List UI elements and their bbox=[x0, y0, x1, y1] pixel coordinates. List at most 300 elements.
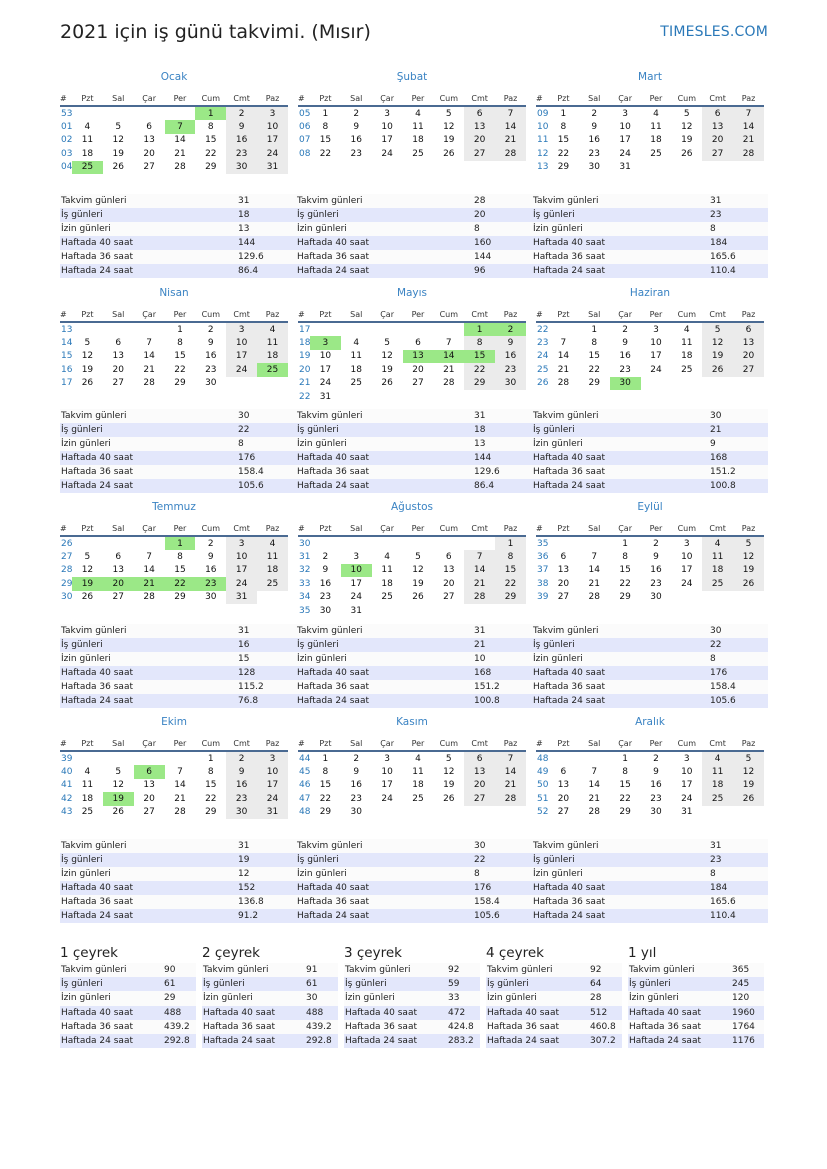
day-cell[interactable]: 31 bbox=[226, 591, 257, 604]
day-cell[interactable]: 16 bbox=[650, 565, 662, 576]
day-cell[interactable]: 9 bbox=[322, 565, 329, 576]
day-cell[interactable]: 17 bbox=[650, 351, 662, 362]
day-cell[interactable]: 7 bbox=[733, 106, 764, 120]
day-cell[interactable]: 31 bbox=[619, 162, 631, 173]
day-cell[interactable]: 14 bbox=[495, 765, 526, 778]
day-cell[interactable]: 24 bbox=[650, 364, 662, 375]
day-cell[interactable]: 13 bbox=[557, 780, 570, 791]
day-cell[interactable]: 23 bbox=[226, 792, 257, 805]
day-cell[interactable]: 2 bbox=[353, 753, 360, 764]
day-cell[interactable]: 13 bbox=[733, 336, 764, 349]
day-cell[interactable]: 10 bbox=[226, 336, 257, 349]
day-cell[interactable]: 30 bbox=[226, 806, 257, 819]
day-cell[interactable]: 30 bbox=[588, 162, 600, 173]
day-cell[interactable]: 8 bbox=[622, 767, 628, 778]
day-cell[interactable]: 5 bbox=[733, 536, 764, 550]
day-cell[interactable]: 16 bbox=[588, 135, 600, 146]
day-cell[interactable]: 28 bbox=[495, 147, 526, 160]
day-cell[interactable]: 28 bbox=[174, 162, 186, 173]
day-cell[interactable]: 29 bbox=[205, 162, 217, 173]
day-cell[interactable]: 5 bbox=[445, 108, 452, 119]
day-cell[interactable]: 27 bbox=[557, 807, 570, 818]
day-cell[interactable]: 21 bbox=[588, 578, 600, 589]
day-cell[interactable]: 23 bbox=[205, 364, 217, 375]
day-cell[interactable]: 23 bbox=[650, 793, 662, 804]
day-cell[interactable]: 23 bbox=[619, 364, 631, 375]
day-cell[interactable]: 6 bbox=[464, 751, 495, 765]
day-cell[interactable]: 30 bbox=[650, 807, 662, 818]
day-cell[interactable]: 12 bbox=[81, 351, 94, 362]
day-cell[interactable]: 23 bbox=[350, 148, 362, 159]
day-cell[interactable]: 7 bbox=[146, 552, 152, 563]
day-cell[interactable]: 26 bbox=[81, 378, 94, 389]
day-cell[interactable]: 11 bbox=[81, 135, 94, 146]
day-cell[interactable]: 27 bbox=[412, 378, 424, 389]
day-cell[interactable]: 16 bbox=[350, 780, 362, 791]
day-cell[interactable]: 19 bbox=[733, 779, 764, 792]
day-cell[interactable]: 26 bbox=[733, 792, 764, 805]
day-cell[interactable]: 31 bbox=[681, 807, 693, 818]
day-cell[interactable]: 24 bbox=[257, 792, 288, 805]
day-cell[interactable]: 30 bbox=[319, 605, 332, 616]
day-cell[interactable]: 5 bbox=[115, 767, 122, 778]
day-cell[interactable]: 12 bbox=[443, 767, 455, 778]
day-cell[interactable]: 21 bbox=[733, 134, 764, 147]
day-cell[interactable]: 12 bbox=[412, 565, 424, 576]
day-cell[interactable]: 28 bbox=[143, 592, 155, 603]
day-cell[interactable]: 20 bbox=[557, 578, 570, 589]
day-cell[interactable]: 31 bbox=[257, 161, 288, 174]
day-cell[interactable]: 1 bbox=[195, 106, 226, 120]
day-cell[interactable]: 6 bbox=[464, 106, 495, 120]
day-cell[interactable]: 22 bbox=[165, 577, 196, 590]
day-cell[interactable]: 19 bbox=[681, 135, 693, 146]
day-cell[interactable]: 25 bbox=[412, 793, 424, 804]
day-cell[interactable]: 25 bbox=[350, 378, 362, 389]
day-cell[interactable]: 8 bbox=[322, 767, 329, 778]
day-cell[interactable]: 18 bbox=[412, 780, 424, 791]
day-cell[interactable]: 26 bbox=[112, 162, 124, 173]
day-cell[interactable]: 17 bbox=[681, 565, 693, 576]
day-cell[interactable]: 18 bbox=[381, 578, 393, 589]
day-cell[interactable]: 19 bbox=[81, 364, 94, 375]
day-cell[interactable]: 21 bbox=[174, 793, 186, 804]
day-cell[interactable]: 22 bbox=[619, 793, 631, 804]
day-cell[interactable]: 7 bbox=[464, 550, 495, 563]
day-cell[interactable]: 16 bbox=[226, 779, 257, 792]
day-cell[interactable]: 27 bbox=[112, 378, 124, 389]
day-cell[interactable]: 3 bbox=[226, 536, 257, 550]
day-cell[interactable]: 6 bbox=[560, 552, 567, 563]
day-cell[interactable]: 18 bbox=[81, 148, 94, 159]
day-cell[interactable]: 14 bbox=[433, 350, 464, 363]
day-cell[interactable]: 24 bbox=[319, 378, 332, 389]
day-cell[interactable]: 5 bbox=[415, 552, 421, 563]
day-cell[interactable]: 4 bbox=[702, 536, 733, 550]
day-cell[interactable]: 2 bbox=[226, 106, 257, 120]
day-cell[interactable]: 25 bbox=[650, 148, 662, 159]
day-cell[interactable]: 2 bbox=[591, 108, 598, 119]
day-cell[interactable]: 9 bbox=[207, 338, 214, 349]
day-cell[interactable]: 2 bbox=[653, 753, 659, 764]
day-cell[interactable]: 25 bbox=[681, 364, 693, 375]
day-cell[interactable]: 1 bbox=[322, 753, 329, 764]
day-cell[interactable]: 14 bbox=[588, 565, 600, 576]
day-cell[interactable]: 30 bbox=[205, 378, 217, 389]
day-cell[interactable]: 5 bbox=[384, 338, 390, 349]
day-cell[interactable]: 13 bbox=[702, 120, 733, 133]
day-cell[interactable]: 22 bbox=[205, 793, 217, 804]
day-cell[interactable]: 2 bbox=[322, 552, 329, 563]
day-cell[interactable]: 3 bbox=[226, 322, 257, 336]
day-cell[interactable]: 11 bbox=[681, 338, 693, 349]
day-cell[interactable]: 10 bbox=[381, 767, 393, 778]
day-cell[interactable]: 24 bbox=[381, 793, 393, 804]
day-cell[interactable]: 1 bbox=[591, 324, 598, 335]
day-cell[interactable]: 14 bbox=[174, 135, 186, 146]
day-cell[interactable]: 20 bbox=[143, 793, 155, 804]
day-cell[interactable]: 14 bbox=[143, 565, 155, 576]
day-cell[interactable]: 15 bbox=[619, 565, 631, 576]
day-cell[interactable]: 15 bbox=[174, 351, 186, 362]
day-cell[interactable]: 29 bbox=[619, 807, 631, 818]
day-cell[interactable]: 11 bbox=[350, 351, 362, 362]
day-cell[interactable]: 27 bbox=[702, 147, 733, 160]
day-cell[interactable]: 12 bbox=[112, 780, 124, 791]
day-cell[interactable]: 9 bbox=[353, 767, 360, 778]
day-cell[interactable]: 9 bbox=[495, 336, 526, 349]
day-cell[interactable]: 17 bbox=[681, 780, 693, 791]
day-cell[interactable]: 15 bbox=[619, 780, 631, 791]
day-cell[interactable]: 4 bbox=[384, 552, 390, 563]
day-cell[interactable]: 18 bbox=[257, 350, 288, 363]
day-cell[interactable]: 17 bbox=[257, 134, 288, 147]
day-cell[interactable]: 14 bbox=[174, 780, 186, 791]
day-cell[interactable]: 6 bbox=[115, 338, 122, 349]
day-cell[interactable]: 4 bbox=[257, 536, 288, 550]
day-cell[interactable]: 14 bbox=[143, 351, 155, 362]
day-cell[interactable]: 20 bbox=[733, 350, 764, 363]
day-cell[interactable]: 7 bbox=[445, 338, 452, 349]
day-cell[interactable]: 12 bbox=[381, 351, 393, 362]
day-cell[interactable]: 15 bbox=[557, 135, 570, 146]
day-cell[interactable]: 23 bbox=[350, 793, 362, 804]
day-cell[interactable]: 11 bbox=[257, 336, 288, 349]
day-cell[interactable]: 9 bbox=[591, 122, 598, 133]
day-cell[interactable]: 11 bbox=[81, 780, 94, 791]
day-cell[interactable]: 1 bbox=[322, 108, 329, 119]
day-cell[interactable]: 26 bbox=[412, 592, 424, 603]
day-cell[interactable]: 9 bbox=[207, 552, 214, 563]
day-cell[interactable]: 3 bbox=[257, 751, 288, 765]
day-cell[interactable]: 18 bbox=[650, 135, 662, 146]
day-cell[interactable]: 7 bbox=[146, 338, 152, 349]
day-cell[interactable]: 17 bbox=[226, 350, 257, 363]
day-cell[interactable]: 9 bbox=[226, 765, 257, 778]
day-cell[interactable]: 8 bbox=[591, 338, 598, 349]
day-cell[interactable]: 6 bbox=[445, 552, 452, 563]
day-cell[interactable]: 20 bbox=[443, 578, 455, 589]
day-cell[interactable]: 29 bbox=[174, 378, 186, 389]
day-cell[interactable]: 5 bbox=[115, 122, 122, 133]
day-cell[interactable]: 4 bbox=[702, 751, 733, 765]
day-cell[interactable]: 17 bbox=[257, 779, 288, 792]
day-cell[interactable]: 22 bbox=[619, 578, 631, 589]
day-cell[interactable]: 25 bbox=[72, 161, 103, 174]
day-cell[interactable]: 23 bbox=[495, 363, 526, 376]
day-cell[interactable]: 6 bbox=[560, 767, 567, 778]
day-cell[interactable]: 17 bbox=[619, 135, 631, 146]
day-cell[interactable]: 16 bbox=[650, 780, 662, 791]
day-cell[interactable]: 29 bbox=[588, 378, 600, 389]
day-cell[interactable]: 20 bbox=[702, 134, 733, 147]
day-cell[interactable]: 21 bbox=[588, 793, 600, 804]
day-cell[interactable]: 30 bbox=[650, 592, 662, 603]
day-cell[interactable]: 11 bbox=[650, 122, 662, 133]
day-cell[interactable]: 17 bbox=[381, 135, 393, 146]
day-cell[interactable]: 20 bbox=[464, 779, 495, 792]
day-cell[interactable]: 10 bbox=[226, 550, 257, 563]
day-cell[interactable]: 24 bbox=[681, 578, 693, 589]
day-cell[interactable]: 16 bbox=[205, 351, 217, 362]
day-cell[interactable]: 15 bbox=[319, 780, 332, 791]
day-cell[interactable]: 23 bbox=[588, 148, 600, 159]
day-cell[interactable]: 27 bbox=[464, 147, 495, 160]
day-cell[interactable]: 13 bbox=[443, 565, 455, 576]
day-cell[interactable]: 24 bbox=[226, 577, 257, 590]
day-cell[interactable]: 10 bbox=[650, 338, 662, 349]
day-cell[interactable]: 25 bbox=[257, 577, 288, 590]
day-cell[interactable]: 28 bbox=[557, 378, 570, 389]
day-cell[interactable]: 1 bbox=[464, 322, 495, 336]
day-cell[interactable]: 30 bbox=[205, 592, 217, 603]
day-cell[interactable]: 8 bbox=[495, 550, 526, 563]
day-cell[interactable]: 27 bbox=[143, 807, 155, 818]
day-cell[interactable]: 21 bbox=[174, 148, 186, 159]
day-cell[interactable]: 12 bbox=[681, 122, 693, 133]
day-cell[interactable]: 21 bbox=[495, 134, 526, 147]
day-cell[interactable]: 18 bbox=[681, 351, 693, 362]
day-cell[interactable]: 24 bbox=[681, 793, 693, 804]
day-cell[interactable]: 22 bbox=[557, 148, 570, 159]
day-cell[interactable]: 12 bbox=[81, 565, 94, 576]
day-cell[interactable]: 21 bbox=[557, 364, 570, 375]
day-cell[interactable]: 27 bbox=[557, 592, 570, 603]
day-cell[interactable]: 4 bbox=[653, 108, 659, 119]
day-cell[interactable]: 26 bbox=[702, 363, 733, 376]
day-cell[interactable]: 25 bbox=[412, 148, 424, 159]
day-cell[interactable]: 4 bbox=[353, 338, 360, 349]
day-cell[interactable]: 16 bbox=[495, 350, 526, 363]
day-cell[interactable]: 12 bbox=[733, 550, 764, 563]
day-cell[interactable]: 19 bbox=[412, 578, 424, 589]
day-cell[interactable]: 23 bbox=[650, 578, 662, 589]
day-cell[interactable]: 21 bbox=[464, 577, 495, 590]
day-cell[interactable]: 4 bbox=[84, 767, 91, 778]
day-cell[interactable]: 29 bbox=[619, 592, 631, 603]
day-cell[interactable]: 29 bbox=[205, 807, 217, 818]
day-cell[interactable]: 25 bbox=[702, 577, 733, 590]
day-cell[interactable]: 3 bbox=[622, 108, 628, 119]
day-cell[interactable]: 11 bbox=[702, 765, 733, 778]
day-cell[interactable]: 17 bbox=[350, 578, 362, 589]
day-cell[interactable]: 19 bbox=[733, 564, 764, 577]
day-cell[interactable]: 2 bbox=[226, 751, 257, 765]
day-cell[interactable]: 31 bbox=[257, 806, 288, 819]
day-cell[interactable]: 14 bbox=[557, 351, 570, 362]
day-cell[interactable]: 29 bbox=[174, 592, 186, 603]
day-cell[interactable]: 2 bbox=[622, 324, 628, 335]
day-cell[interactable]: 13 bbox=[557, 565, 570, 576]
day-cell[interactable]: 19 bbox=[443, 135, 455, 146]
day-cell[interactable]: 15 bbox=[588, 351, 600, 362]
day-cell[interactable]: 15 bbox=[319, 135, 332, 146]
day-cell[interactable]: 26 bbox=[681, 148, 693, 159]
day-cell[interactable]: 5 bbox=[84, 552, 91, 563]
day-cell[interactable]: 9 bbox=[226, 120, 257, 133]
day-cell[interactable]: 26 bbox=[443, 148, 455, 159]
day-cell[interactable]: 25 bbox=[702, 792, 733, 805]
day-cell[interactable]: 22 bbox=[588, 364, 600, 375]
day-cell[interactable]: 22 bbox=[464, 363, 495, 376]
day-cell[interactable]: 20 bbox=[464, 134, 495, 147]
day-cell[interactable]: 8 bbox=[177, 552, 183, 563]
day-cell[interactable]: 10 bbox=[681, 767, 693, 778]
brand-link[interactable]: TIMESLES.COM bbox=[660, 24, 768, 40]
day-cell[interactable]: 17 bbox=[226, 564, 257, 577]
day-cell[interactable]: 3 bbox=[653, 324, 659, 335]
day-cell[interactable]: 19 bbox=[381, 364, 393, 375]
day-cell[interactable]: 27 bbox=[733, 363, 764, 376]
day-cell[interactable]: 29 bbox=[319, 807, 332, 818]
day-cell[interactable]: 29 bbox=[557, 162, 570, 173]
day-cell[interactable]: 24 bbox=[619, 148, 631, 159]
day-cell[interactable]: 20 bbox=[412, 364, 424, 375]
day-cell[interactable]: 27 bbox=[464, 792, 495, 805]
day-cell[interactable]: 22 bbox=[319, 793, 332, 804]
day-cell[interactable]: 19 bbox=[443, 780, 455, 791]
day-cell[interactable]: 2 bbox=[495, 322, 526, 336]
day-cell[interactable]: 5 bbox=[683, 108, 690, 119]
day-cell[interactable]: 11 bbox=[412, 767, 424, 778]
day-cell[interactable]: 29 bbox=[464, 377, 495, 390]
day-cell[interactable]: 8 bbox=[207, 122, 214, 133]
day-cell[interactable]: 24 bbox=[226, 363, 257, 376]
day-cell[interactable]: 1 bbox=[495, 536, 526, 550]
day-cell[interactable]: 6 bbox=[702, 106, 733, 120]
day-cell[interactable]: 2 bbox=[653, 538, 659, 549]
day-cell[interactable]: 12 bbox=[112, 135, 124, 146]
day-cell[interactable]: 6 bbox=[415, 338, 421, 349]
day-cell[interactable]: 30 bbox=[350, 807, 362, 818]
day-cell[interactable]: 18 bbox=[81, 793, 94, 804]
day-cell[interactable]: 22 bbox=[205, 148, 217, 159]
day-cell[interactable]: 28 bbox=[464, 591, 495, 604]
day-cell[interactable]: 15 bbox=[464, 350, 495, 363]
day-cell[interactable]: 19 bbox=[72, 577, 103, 590]
day-cell[interactable]: 18 bbox=[702, 779, 733, 792]
day-cell[interactable]: 11 bbox=[702, 550, 733, 563]
day-cell[interactable]: 10 bbox=[257, 120, 288, 133]
day-cell[interactable]: 16 bbox=[350, 135, 362, 146]
day-cell[interactable]: 3 bbox=[257, 106, 288, 120]
day-cell[interactable]: 11 bbox=[381, 565, 393, 576]
day-cell[interactable]: 15 bbox=[205, 780, 217, 791]
day-cell[interactable]: 28 bbox=[495, 792, 526, 805]
day-cell[interactable]: 12 bbox=[702, 336, 733, 349]
day-cell[interactable]: 2 bbox=[207, 324, 214, 335]
day-cell[interactable]: 2 bbox=[207, 538, 214, 549]
day-cell[interactable]: 28 bbox=[588, 592, 600, 603]
day-cell[interactable]: 21 bbox=[443, 364, 455, 375]
day-cell[interactable]: 12 bbox=[443, 122, 455, 133]
day-cell[interactable]: 31 bbox=[350, 605, 362, 616]
day-cell[interactable]: 13 bbox=[112, 351, 124, 362]
day-cell[interactable]: 8 bbox=[560, 122, 567, 133]
day-cell[interactable]: 1 bbox=[177, 324, 183, 335]
day-cell[interactable]: 25 bbox=[81, 807, 94, 818]
day-cell[interactable]: 22 bbox=[495, 577, 526, 590]
day-cell[interactable]: 28 bbox=[174, 807, 186, 818]
day-cell[interactable]: 18 bbox=[702, 564, 733, 577]
day-cell[interactable]: 6 bbox=[115, 552, 122, 563]
day-cell[interactable]: 27 bbox=[443, 592, 455, 603]
day-cell[interactable]: 8 bbox=[322, 122, 329, 133]
day-cell[interactable]: 28 bbox=[143, 378, 155, 389]
day-cell[interactable]: 15 bbox=[205, 135, 217, 146]
day-cell[interactable]: 28 bbox=[443, 378, 455, 389]
day-cell[interactable]: 3 bbox=[310, 336, 341, 349]
day-cell[interactable]: 20 bbox=[143, 148, 155, 159]
day-cell[interactable]: 13 bbox=[464, 765, 495, 778]
day-cell[interactable]: 21 bbox=[143, 364, 155, 375]
day-cell[interactable]: 15 bbox=[495, 564, 526, 577]
day-cell[interactable]: 25 bbox=[381, 592, 393, 603]
day-cell[interactable]: 7 bbox=[591, 552, 598, 563]
day-cell[interactable]: 21 bbox=[495, 779, 526, 792]
day-cell[interactable]: 26 bbox=[81, 592, 94, 603]
day-cell[interactable]: 10 bbox=[381, 122, 393, 133]
day-cell[interactable]: 7 bbox=[591, 767, 598, 778]
day-cell[interactable]: 24 bbox=[257, 147, 288, 160]
day-cell[interactable]: 5 bbox=[702, 322, 733, 336]
day-cell[interactable]: 1 bbox=[622, 753, 628, 764]
day-cell[interactable]: 10 bbox=[319, 351, 332, 362]
day-cell[interactable]: 16 bbox=[205, 565, 217, 576]
day-cell[interactable]: 16 bbox=[619, 351, 631, 362]
day-cell[interactable]: 13 bbox=[143, 780, 155, 791]
day-cell[interactable]: 26 bbox=[443, 793, 455, 804]
day-cell[interactable]: 30 bbox=[226, 161, 257, 174]
day-cell[interactable]: 23 bbox=[195, 577, 226, 590]
day-cell[interactable]: 8 bbox=[207, 767, 214, 778]
day-cell[interactable]: 24 bbox=[350, 592, 362, 603]
day-cell[interactable]: 6 bbox=[733, 322, 764, 336]
day-cell[interactable]: 6 bbox=[146, 122, 152, 133]
day-cell[interactable]: 27 bbox=[143, 162, 155, 173]
day-cell[interactable]: 20 bbox=[112, 364, 124, 375]
day-cell[interactable]: 4 bbox=[257, 322, 288, 336]
day-cell[interactable]: 29 bbox=[495, 591, 526, 604]
day-cell[interactable]: 22 bbox=[174, 364, 186, 375]
day-cell[interactable]: 6 bbox=[134, 765, 165, 778]
day-cell[interactable]: 16 bbox=[226, 134, 257, 147]
day-cell[interactable]: 10 bbox=[619, 122, 631, 133]
day-cell[interactable]: 10 bbox=[257, 765, 288, 778]
day-cell[interactable]: 13 bbox=[112, 565, 124, 576]
day-cell[interactable]: 3 bbox=[384, 108, 390, 119]
day-cell[interactable]: 1 bbox=[165, 536, 196, 550]
